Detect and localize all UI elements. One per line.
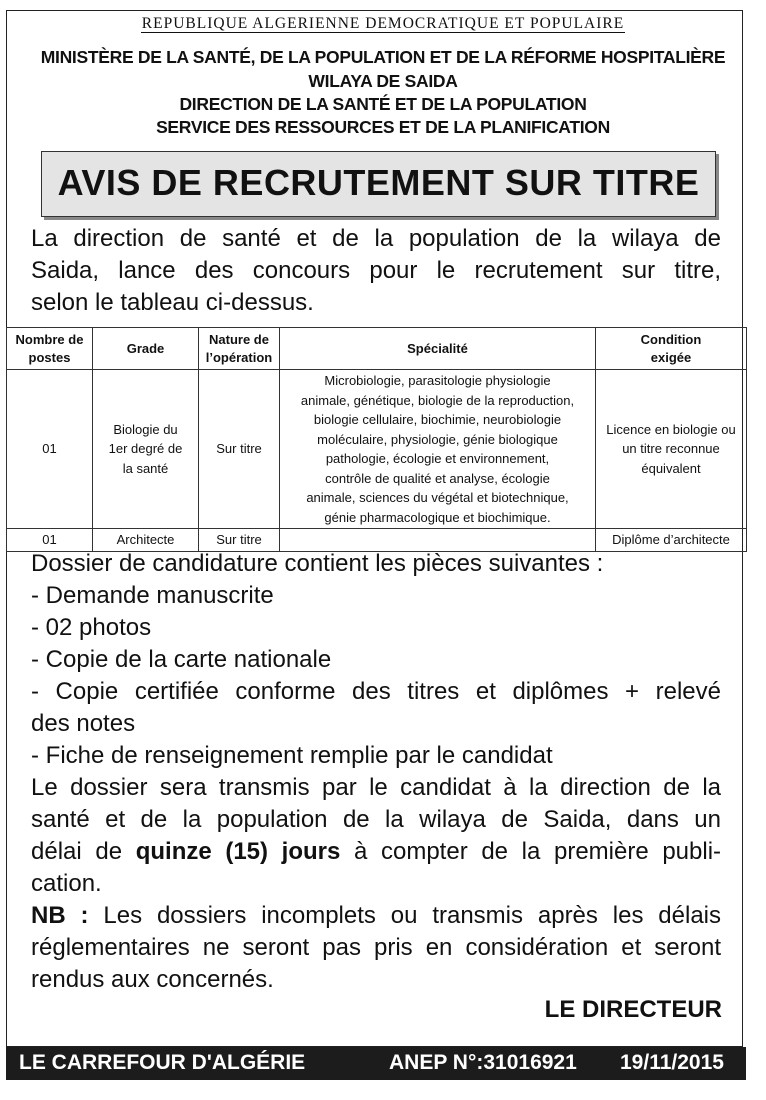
transmit-line: santé et de la population de la wilaya de Saida, dans un — [31, 806, 721, 833]
ministry-heading: MINISTÈRE DE LA SANTÉ, DE LA POPULATION ET DE LA RÉFORME HOSPITALIÈRE — [40, 47, 726, 67]
table-row — [7, 370, 747, 529]
republic-heading: REPUBLIQUE ALGERIENNE DEMOCRATIQUE ET POPULAIRE — [141, 15, 625, 32]
cell-postes: 01 — [7, 370, 93, 529]
cell-grade: Architecte — [93, 529, 199, 552]
nb-label: NB : — [31, 902, 89, 929]
publication-date: 19/11/2015 — [620, 1051, 724, 1074]
nb-line: réglementaires ne seront pas pris en considération et seront — [31, 934, 721, 961]
cell-postes: 01 — [7, 529, 93, 552]
cell-condition: Licence en biologie ou un titre reconnue équivalent — [596, 370, 747, 529]
intro-line: La direction de santé et de la population de la wilaya de — [31, 225, 721, 252]
transmit-line: délai de quinze (15) jours à compter de la première publi- — [31, 838, 722, 865]
direction-heading: DIRECTION DE LA SANTÉ ET DE LA POPULATION — [179, 94, 587, 114]
newspaper-name: LE CARREFOUR D'ALGÉRIE — [19, 1051, 306, 1074]
cell-specialite: Microbiologie, parasitologie physiologie animale, génétique, biologie de la reproduction, biologie cellulaire, biochimie, neurobiologie moléculaire, physiologie, génie biologique pathologie, écologie et environnement, contrôle de qualité et analyse, écologie animale, sciences du végétal et biotechnique, génie pharmacologique et biochimique. — [280, 370, 596, 529]
col-condition: Condition exigée — [596, 328, 747, 370]
deadline-emphasis: quinze (15) jours — [135, 838, 341, 865]
list-item: - Copie certifiée conforme des titres et diplômes + relevé — [31, 678, 721, 705]
service-heading: SERVICE DES RESSOURCES ET DE LA PLANIFICATION — [156, 117, 610, 137]
dossier-intro: Dossier de candidature contient les pièces suivantes : — [31, 550, 604, 577]
anep-number: ANEP N°:31016921 — [389, 1051, 577, 1074]
footer-bar — [6, 1047, 746, 1080]
wilaya-heading: WILAYA DE SAIDA — [308, 71, 458, 91]
cell-grade: Biologie du 1er degré de la santé — [93, 370, 199, 529]
dossier-section — [31, 548, 721, 996]
signature: LE DIRECTEUR — [544, 996, 722, 1023]
list-item-continuation: des notes — [31, 710, 136, 737]
col-postes: Nombre de postes — [7, 328, 93, 370]
title-banner — [41, 151, 716, 217]
col-nature: Nature de l’opération — [199, 328, 280, 370]
list-item: - 02 photos — [31, 614, 152, 641]
list-item: - Fiche de renseignement remplie par le candidat — [31, 742, 553, 769]
notice-title: AVIS DE RECRUTEMENT SUR TITRE — [57, 162, 700, 203]
cell-nature: Sur titre — [199, 370, 280, 529]
transmit-line: cation. — [31, 870, 102, 897]
intro-paragraph — [31, 223, 721, 319]
cell-condition: Diplôme d’architecte — [596, 529, 747, 552]
recruitment-table — [6, 327, 747, 552]
intro-line: Saida, lance des concours pour le recrutement sur titre, — [31, 257, 721, 284]
col-grade: Grade — [93, 328, 199, 370]
list-item: - Copie de la carte nationale — [31, 646, 332, 673]
nb-line: rendus aux concernés. — [31, 966, 274, 993]
intro-line: selon le tableau ci-dessus. — [31, 289, 314, 316]
table-header-row — [7, 328, 747, 370]
list-item: - Demande manuscrite — [31, 582, 274, 609]
nb-line: NB : Les dossiers incomplets ou transmis après les délais — [31, 902, 722, 929]
col-specialite: Spécialité — [280, 328, 596, 370]
cell-nature: Sur titre — [199, 529, 280, 552]
transmit-line: Le dossier sera transmis par le candidat à la direction de la — [31, 774, 721, 801]
